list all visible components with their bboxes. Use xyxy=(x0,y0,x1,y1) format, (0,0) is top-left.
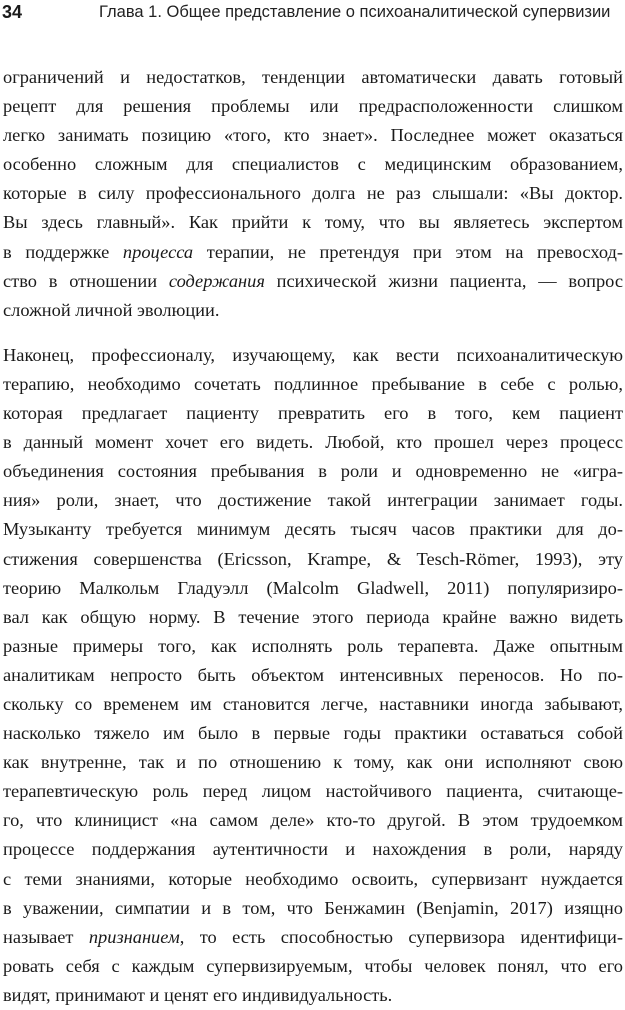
text-segment: терапии, не претендуя при этом на превосход- xyxy=(193,241,623,262)
text-line xyxy=(3,179,623,208)
text-segment: Музыканту требуется минимум десять тысяч часов практики для до- xyxy=(3,519,623,540)
text-line xyxy=(3,806,623,835)
text-line xyxy=(3,370,623,399)
text-line xyxy=(3,719,623,748)
text-line xyxy=(3,341,623,370)
text-segment: в поддержке xyxy=(3,241,123,262)
chapter-title: Глава 1. Общее представление о психоаналитической супервизии xyxy=(99,3,611,21)
text-segment: как внутренне, так и по отношению к тому, как они исполняют свою xyxy=(3,752,623,773)
text-line xyxy=(3,865,623,894)
text-line xyxy=(3,150,623,179)
text-segment: в данный момент хочет его видеть. Любой, кто прошел через процесс xyxy=(3,432,623,453)
text-line xyxy=(3,952,623,981)
text-line xyxy=(3,894,623,923)
text-line xyxy=(3,981,623,1010)
text-segment: аналитикам непросто быть объектом интенсивных переносов. Но по- xyxy=(3,664,623,685)
text-segment: процессе поддержания аутентичности и нахождения в роли, наряду xyxy=(3,839,623,860)
body-text xyxy=(3,63,623,1010)
text-segment: разные примеры того, как исполнять роль терапевта. Даже опытным xyxy=(3,635,623,656)
text-segment: скольку со временем им становится легче, наставники иногда забывают, xyxy=(3,693,623,714)
text-segment: сложной личной эволюции. xyxy=(3,299,220,320)
text-segment: особенно сложным для специалистов с медицинским образованием, xyxy=(3,154,623,175)
text-segment: теорию Малкольм Гладуэлл (Malcolm Gladwell, 2011) популяризиро- xyxy=(3,577,623,598)
text-segment: терапевтическую роль перед лицом настойчивого пациента, считающе- xyxy=(3,781,623,802)
text-segment: которые в силу профессионального долга не раз слышали: «Вы доктор. xyxy=(3,183,623,204)
text-segment: объединения состояния пребывания в роли и одновременно не «игра- xyxy=(3,461,623,482)
text-segment: рецепт для решения проблемы или предрасположенности слишком xyxy=(3,96,623,117)
text-line xyxy=(3,63,623,92)
text-segment: Вы здесь главный». Как прийти к тому, что вы являетесь экспертом xyxy=(3,212,623,233)
text-segment: го, что клиницист «на самом деле» кто-то другой. В этом трудоемком xyxy=(3,810,623,831)
text-line xyxy=(3,545,623,574)
text-segment: психической жизни пациента, — вопрос xyxy=(264,270,623,291)
text-line xyxy=(3,835,623,864)
paragraph xyxy=(3,63,623,325)
text-segment: , то есть способностью супервизора идентифици- xyxy=(179,926,623,947)
text-segment: ограничений и недостатков, тенденции автоматически давать готовый xyxy=(3,67,623,87)
text-segment: которая предлагает пациенту превратить его в того, кем пациент xyxy=(3,403,623,424)
text-line xyxy=(3,486,623,515)
text-line xyxy=(3,632,623,661)
text-line xyxy=(3,208,623,237)
text-line xyxy=(3,238,623,267)
text-line xyxy=(3,457,623,486)
text-segment: стижения совершенства (Ericsson, Krampe, & Tesch-Römer, 1993), эту xyxy=(3,548,623,569)
text-line xyxy=(3,574,623,603)
text-line xyxy=(3,515,623,544)
text-line xyxy=(3,603,623,632)
text-segment: легко занимать позицию «того, кто знает». Последнее может оказаться xyxy=(3,125,623,146)
text-segment: называет xyxy=(3,926,89,947)
page-number: 34 xyxy=(2,2,23,22)
text-line xyxy=(3,267,623,296)
text-segment: терапию, необходимо сочетать подлинное пребывание в себе с ролью, xyxy=(3,373,623,394)
paragraph xyxy=(3,341,623,1010)
text-line xyxy=(3,748,623,777)
text-line xyxy=(3,399,623,428)
text-segment: видят, принимают и ценят его индивидуальность. xyxy=(3,984,393,1005)
text-segment: с теми знаниями, которые необходимо освоить, супервизант нуждается xyxy=(3,868,623,889)
emphasis-text: признанием xyxy=(88,926,180,947)
text-line xyxy=(3,92,623,121)
text-line xyxy=(3,777,623,806)
text-line xyxy=(3,690,623,719)
text-segment: Наконец, профессионалу, изучающему, как вести психоаналитическую xyxy=(3,344,623,365)
text-segment: ровать себя с каждым супервизируемым, чтобы человек понял, что его xyxy=(3,955,623,976)
text-segment: вал как общую норму. В течение этого периода крайне важно видеть xyxy=(3,606,623,627)
text-line xyxy=(3,121,623,150)
text-line xyxy=(3,923,623,952)
text-segment: в уважении, симпатии и в том, что Бенжамин (Benjamin, 2017) изящно xyxy=(3,897,623,918)
text-line xyxy=(3,296,623,325)
emphasis-text: процесса xyxy=(122,241,194,262)
text-segment: ство в отношении xyxy=(3,270,169,291)
text-line xyxy=(3,661,623,690)
text-segment: ния» роли, знает, что достижение такой интеграции занимает годы. xyxy=(3,490,623,511)
running-head xyxy=(2,0,622,26)
text-segment: насколько тяжело им было в первые годы практики оставаться собой xyxy=(3,723,623,744)
emphasis-text: содержания xyxy=(168,270,265,291)
text-line xyxy=(3,428,623,457)
